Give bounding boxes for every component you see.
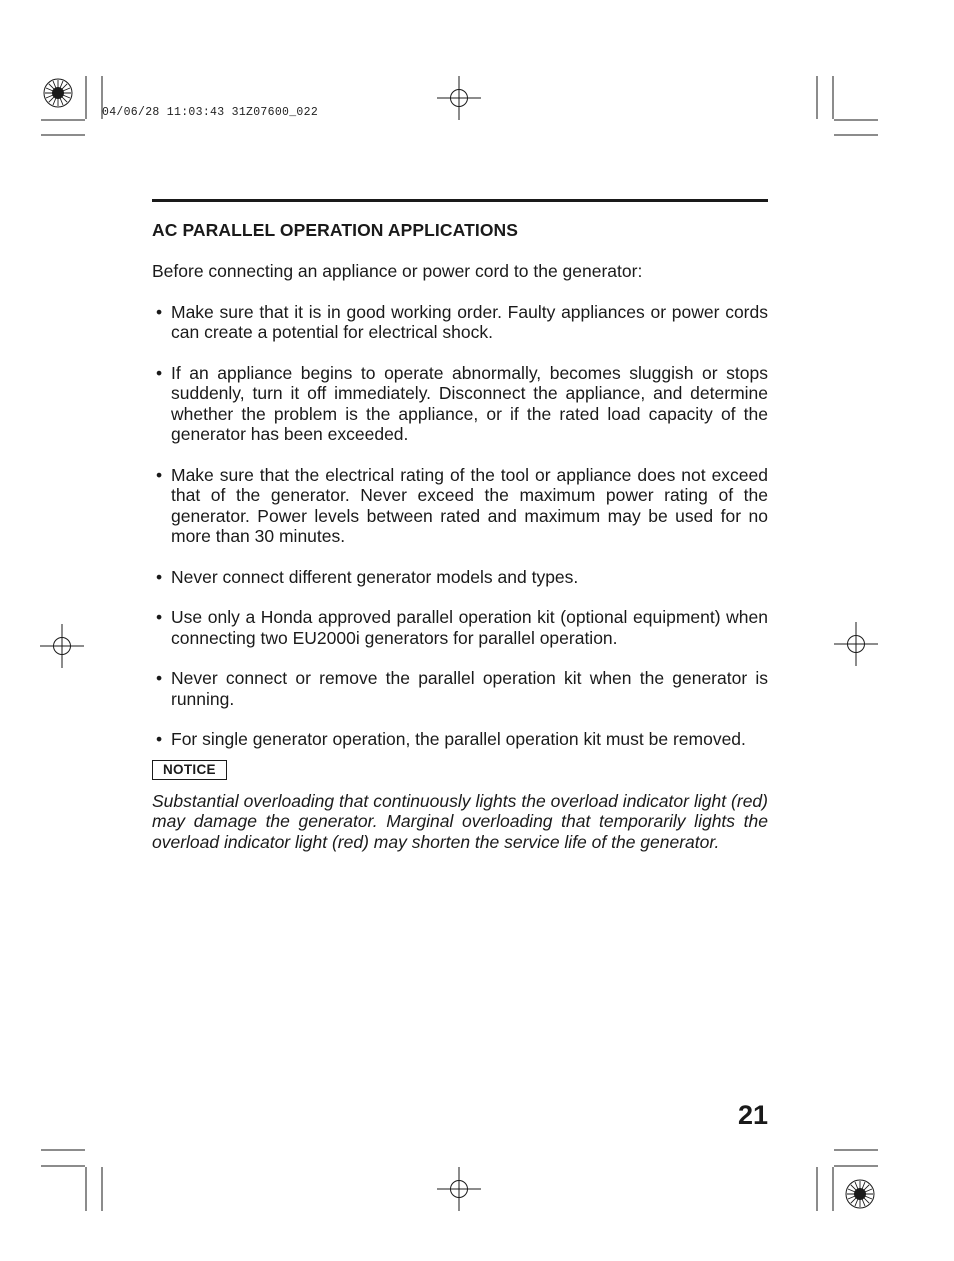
bullet-icon: •	[156, 729, 163, 749]
list-item	[152, 729, 768, 750]
page-content	[152, 220, 768, 852]
bullet-icon: •	[156, 301, 163, 322]
list-item-text: Make sure that the electrical rating of the tool or appliance does not exceed that of the generator. Never exceed the maximum power rating of the generator. Power levels between rated and maximum may be used for no more than 30 minutes.	[171, 464, 768, 546]
bullet-icon: •	[156, 566, 163, 587]
registration-target-icon	[44, 79, 72, 107]
registration-target-icon	[846, 1180, 874, 1208]
crosshair-icon	[437, 76, 481, 120]
list-item-text: Never connect or remove the parallel operation kit when the generator is running.	[171, 668, 768, 709]
list-item-text: For single generator operation, the parallel operation kit must be removed.	[171, 729, 746, 749]
list-item-text: Make sure that it is in good working order. Faulty appliances or power cords can create a potential for electrical shock.	[171, 301, 768, 342]
list-item-text: Use only a Honda approved parallel operation kit (optional equipment) when connecting two EU2000i generators for parallel operation.	[171, 607, 768, 648]
list-item	[152, 668, 768, 709]
notice-badge: NOTICE	[152, 760, 227, 780]
crosshair-icon	[437, 1167, 481, 1211]
list-item	[152, 567, 768, 588]
bullet-icon: •	[156, 668, 163, 688]
list-item-text: If an appliance begins to operate abnormally, becomes sluggish or stops suddenly, turn it off immediately. Disconnect the appliance, and determine whether the problem is the appliance, or if the rated load capacity of the generator has been exceeded.	[171, 362, 768, 444]
section-title: AC PARALLEL OPERATION APPLICATIONS	[152, 220, 519, 240]
intro-text: Before connecting an appliance or power cord to the generator:	[152, 261, 643, 281]
list-item	[152, 607, 768, 648]
bullet-icon: •	[156, 464, 163, 485]
crosshair-icon	[834, 622, 878, 666]
list-item-text: Never connect different generator models and types.	[171, 566, 579, 587]
list-item	[152, 465, 768, 547]
page-number: 21	[738, 1100, 769, 1130]
list-item	[152, 302, 768, 343]
bullet-list	[152, 302, 768, 750]
notice-text: Substantial overloading that continuously lights the overload indicator light (red) may damage the generator. Marginal overloading that temporarily lights the overload indicator light (red) may shorten the service life of the generator.	[152, 790, 768, 852]
header-rule	[152, 199, 768, 202]
bullet-icon: •	[156, 607, 163, 627]
bullet-icon: •	[156, 362, 163, 383]
list-item	[152, 363, 768, 445]
print-stamp: 04/06/28 11:03:43 31Z07600_022	[102, 106, 319, 119]
crosshair-icon	[40, 624, 84, 668]
